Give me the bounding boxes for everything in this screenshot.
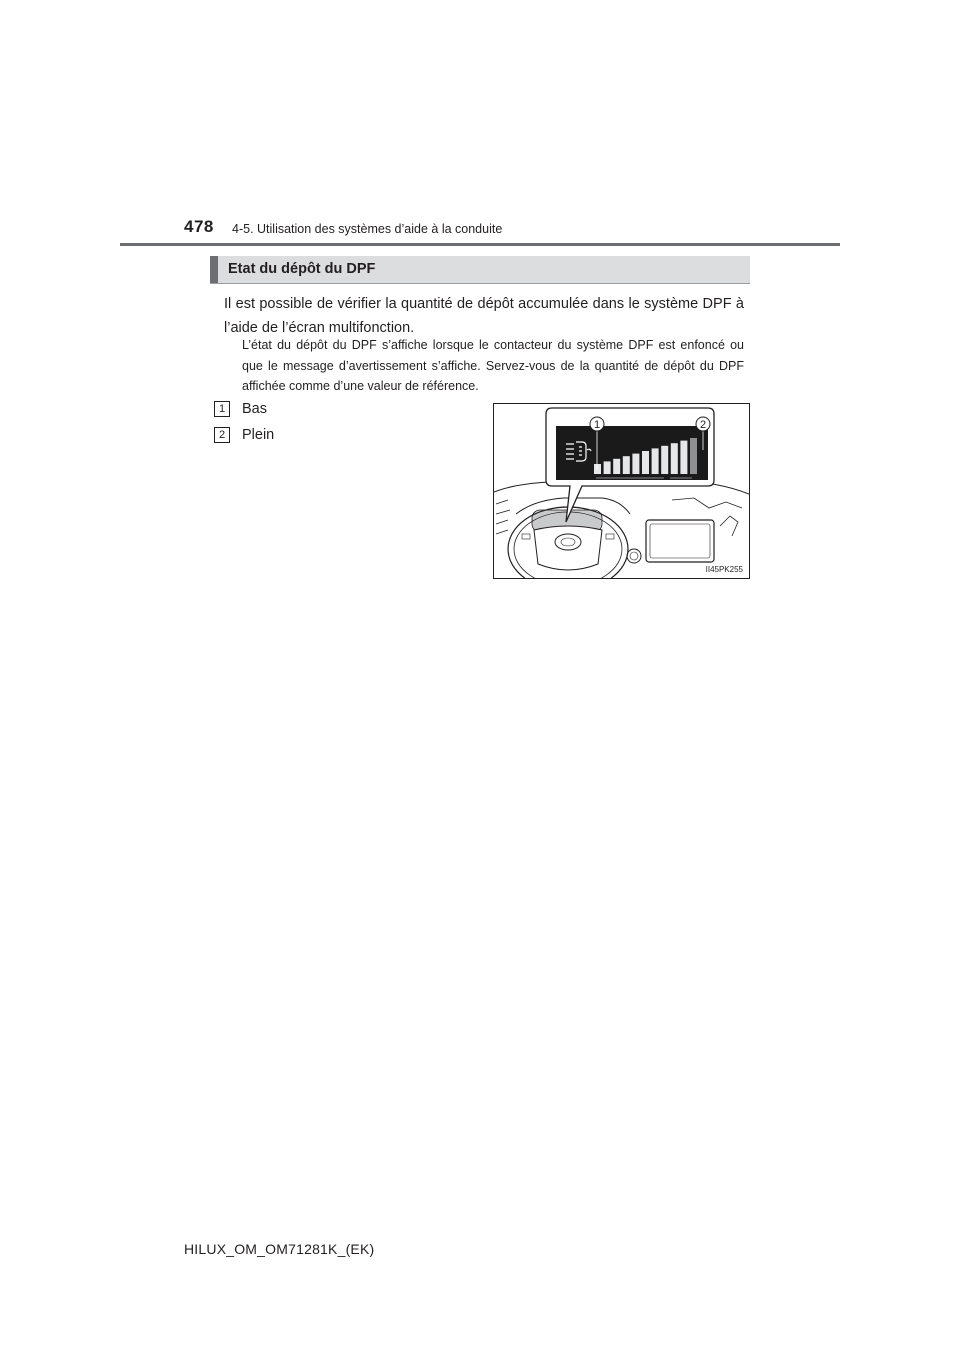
page-number: 478 — [184, 217, 214, 236]
steering-hub — [534, 526, 602, 570]
section-header — [210, 256, 750, 283]
callout-label: Bas — [242, 401, 267, 417]
wheel-switch-left — [522, 534, 530, 539]
section-title: Etat du dépôt du DPF — [228, 261, 376, 277]
right-vent-detail — [720, 516, 738, 536]
section-header-bar — [210, 256, 218, 283]
dpf-level-bar — [623, 456, 630, 474]
figure-code: II45PK255 — [705, 565, 743, 574]
note-paragraph: L’état du dépôt du DPF s’affiche lorsque le contacteur du système DPF est enfoncé ou que le message d’avertissement s’affiche. Servez-vous de la quantité de dépôt du DPF affichée comme d’une valeur de référence. — [242, 338, 744, 393]
dpf-level-bar — [652, 448, 659, 474]
dashboard-drawing — [494, 404, 749, 578]
dpf-level-bar — [690, 438, 697, 474]
callout-item-full — [214, 425, 274, 445]
callout-item-low — [214, 399, 267, 419]
dpf-level-bar — [680, 441, 687, 474]
header-rule — [120, 243, 840, 246]
control-knob-inner — [630, 552, 638, 560]
section-header-underline — [210, 283, 750, 284]
dpf-level-bar — [632, 454, 639, 474]
wheel-switch-right — [606, 534, 614, 539]
center-screen — [646, 520, 714, 562]
dashboard-illustration — [493, 403, 750, 579]
intro-paragraph: Il est possible de vérifier la quantité de dépôt accumulée dans le système DPF à l’aide de l’écran multifonction. — [224, 296, 744, 336]
callout-label: Plein — [242, 427, 275, 443]
dpf-level-bar — [604, 461, 611, 474]
dpf-level-bar — [642, 451, 649, 474]
callout-number: 1 — [214, 401, 230, 417]
callout-number: 2 — [214, 427, 230, 443]
dpf-level-bar — [671, 443, 678, 474]
air-vent-left — [496, 500, 510, 534]
air-vent-right — [672, 498, 742, 508]
footer-document-id: HILUX_OM_OM71281K_(EK) — [184, 1241, 375, 1257]
dpf-level-bar — [594, 464, 601, 474]
chapter-title: 4-5. Utilisation des systèmes d’aide à la conduite — [232, 222, 503, 236]
dpf-level-bar — [613, 459, 620, 474]
control-knob — [627, 549, 641, 563]
dpf-level-bar — [661, 446, 668, 474]
marker-1-label: 1 — [593, 419, 601, 431]
marker-2-label: 2 — [699, 419, 707, 431]
